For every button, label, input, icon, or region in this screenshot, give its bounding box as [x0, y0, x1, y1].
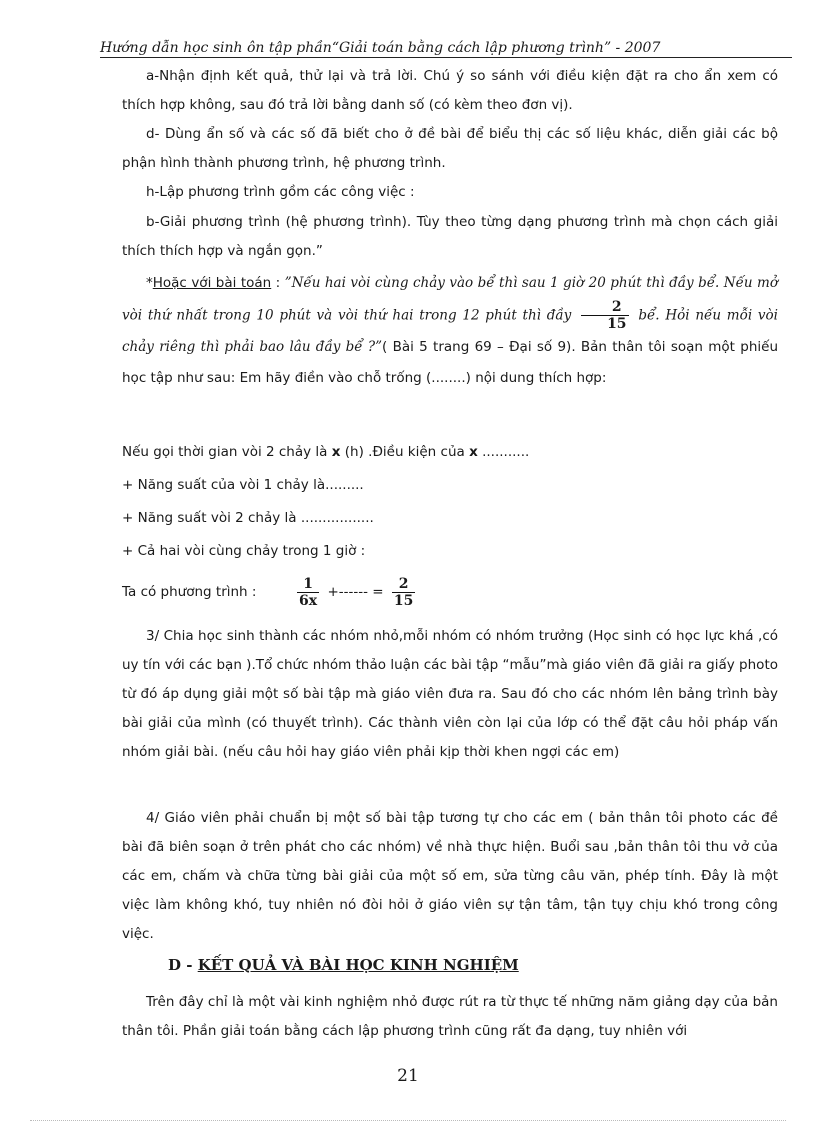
paragraph-b: b-Giải phương trình (hệ phương trình). Tùy theo từng dạng phương trình mà chọn cách giải thích thích hợp và ngắn gọn.”: [122, 214, 778, 259]
fraction-denominator: 6x: [299, 592, 318, 609]
fill-blank-dots: ...........: [482, 444, 530, 460]
paragraph-4: 4/ Giáo viên phải chuẩn bị một số bài tập tương tự cho các em ( bản thân tôi photo các đề bài đã biên soạn ở trên phát cho các nhóm) về nhà thực hiện. Buổi sau ,bản thân tôi thu vở của các em, chấm và chữa từng bài giải của một số em, sửa từng câu văn, phép tính. Đây là một việc làm không khó, tuy nhiên nó đòi hỏi ở giáo viên sự tận tâm, tận tụy chịu khó trong công việc.: [122, 810, 778, 942]
bullet-star: *: [146, 275, 153, 291]
fraction-denominator: 15: [581, 315, 628, 332]
worksheet-line-3: + Năng suất vòi 2 chảy là .................: [122, 510, 374, 526]
worksheet-line-1: [122, 438, 778, 467]
fraction-two-fifteenths: [581, 299, 628, 332]
equation-middle: +------ =: [327, 584, 384, 600]
worksheet-line-2: + Năng suất của vòi 1 chảy là.........: [122, 477, 364, 493]
equation-line: [122, 572, 778, 612]
problem-colon: :: [271, 275, 285, 291]
paragraph-d: d- Dùng ẩn số và các số đã biết cho ở đề bài để biểu thị các số liệu khác, diễn giải các bộ phận hình thành phương trình, hệ phương trình.: [122, 126, 778, 171]
fraction-one-over-6x: [297, 576, 319, 609]
problem-quote-part2: bể. Hỏi nếu mỗi vòi chảy riêng thì phải bao lâu đầy bể ?”: [122, 307, 779, 355]
fraction-numerator: 2: [611, 299, 622, 315]
section-prefix: D -: [168, 956, 198, 974]
paragraph-h: h-Lập phương trình gồm các công việc :: [146, 184, 415, 200]
variable-x: x: [331, 444, 341, 460]
worksheet-line-1-text: Nếu gọi thời gian vòi 2 chảy là: [122, 444, 328, 460]
page-number: 21: [397, 1066, 419, 1086]
section-title: KẾT QUẢ VÀ BÀI HỌC KINH NGHIỆM: [197, 956, 519, 974]
closing-paragraph: Trên đây chỉ là một vài kinh nghiệm nhỏ được rút ra từ thực tế những năm giảng dạy của bản thân tôi. Phần giải toán bằng cách lập phương trình cũng rất đa dạng, tuy nhiên với: [122, 994, 778, 1039]
problem-source: ( Bài 5 trang 69 – Đại số 9). Bản thân tôi soạn một phiếu học tập như sau: Em hãy điền vào chỗ trống (........) nội dung thích hợp:: [122, 339, 778, 386]
fraction-denominator: 15: [393, 592, 414, 609]
footer-divider: [30, 1120, 786, 1121]
worksheet-line-4: + Cả hai vòi cùng chảy trong 1 giờ :: [122, 543, 366, 559]
equation-label: Ta có phương trình :: [122, 584, 257, 600]
worksheet-line-1-mid: (h) .Điều kiện của: [344, 444, 465, 460]
section-heading: [168, 956, 519, 974]
fraction-numerator: 1: [303, 575, 313, 592]
variable-x-2: x: [469, 444, 478, 460]
fraction-two-fifteenths-eq: [392, 576, 415, 609]
problem-quote-part1: ”Nếu hai vòi cùng chảy vào bể thì sau 1 giờ 20 phút thì đầy bể. Nếu mở vòi thứ nhất trong 10 phút và vòi thứ hai trong 12 phút thì đầy: [122, 275, 778, 324]
paragraph-a: a-Nhận định kết quả, thử lại và trả lời. Chú ý so sánh với điều kiện đặt ra cho ẩn xem có thích hợp không, sau đó trả lời bằng danh số (có kèm theo đơn vị).: [122, 68, 778, 113]
page-header: Hướng dẫn học sinh ôn tập phần“Giải toán bằng cách lập phương trình” - 2007: [100, 40, 792, 58]
problem-lead: Hoặc với bài toán: [152, 275, 272, 291]
paragraph-3: 3/ Chia học sinh thành các nhóm nhỏ,mỗi nhóm có nhóm trưởng (Học sinh có học lực khá ,có uy tín với các bạn ).Tổ chức nhóm thảo luận các bài tập “mẫu”mà giáo viên đã giải ra giấy photo từ đó áp dụng giải một số bài tập mà giáo viên đưa ra. Sau đó cho các nhóm lên bảng trình bày bài giải của mình (có thuyết trình). Các thành viên còn lại của lớp có thể đặt câu hỏi pháp vấn nhóm giải bài. (nếu câu hỏi hay giáo viên phải kịp thời khen ngợi các em): [122, 628, 778, 760]
problem-paragraph: [122, 268, 778, 394]
fraction-numerator: 2: [398, 575, 409, 592]
